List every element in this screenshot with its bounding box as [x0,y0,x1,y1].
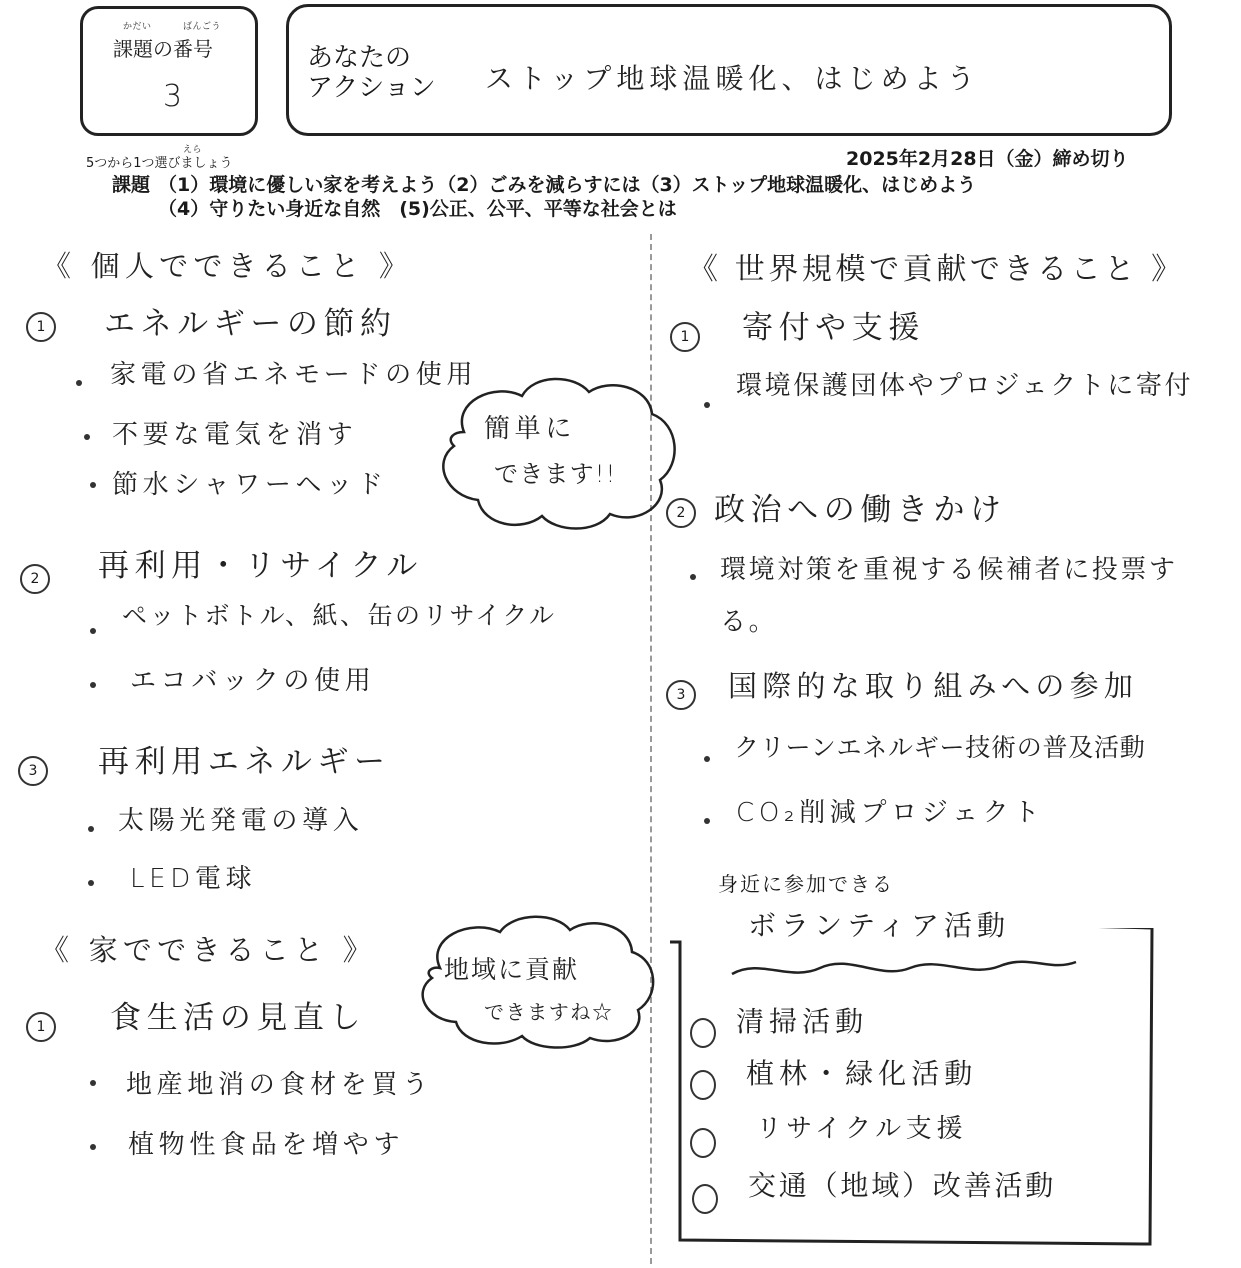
circle-bullet-icon [690,1018,716,1048]
volunteer-item: 清掃活動 [736,1005,869,1038]
list-item: 環境対策を重視する候補者に投票する。 [720,555,1178,637]
group-number: 1 [26,312,56,342]
cloud-community-line2: できますね☆ [484,1000,614,1024]
list-item: 節水シャワーヘッド [112,470,388,500]
volunteer-box [640,928,1160,1258]
group-title-donation: 寄付や支援 [742,310,925,346]
group-title-renewable: 再利用エネルギー [98,744,391,780]
group-number: 3 [18,756,48,786]
group-title-diet: 食生活の見直し [110,1000,367,1036]
section-title-home: 《 家でできること 》 [40,933,377,967]
action-box [286,4,1172,136]
group-title-energy: エネルギーの節約 [104,306,397,342]
bullet-dot [90,1080,96,1086]
circle-bullet-icon [690,1128,716,1158]
list-item: CO₂削減プロジェクト [736,798,1045,828]
bullet-dot [704,402,710,408]
section-title-global: 《 世界規模で貢献できること 》 [688,252,1185,287]
bullet-dot [88,826,94,832]
list-item: ペットボトル、紙、缶のリサイクル [122,601,557,630]
group-title-politics: 政治への働きかけ [714,492,1007,528]
list-item: 家電の省エネモードの使用 [110,360,478,390]
bullet-dot [84,434,90,440]
list-item: 太陽光発電の導入 [118,806,364,836]
action-label-line2: アクション [307,73,436,103]
list-item: クリーンエネルギー技術の普及活動 [734,733,1146,762]
cloud-easy-line1: 簡単に [484,414,577,444]
choose-note: 5つから1つ選びましょう [86,156,233,171]
volunteer-item: 植林・緑化活動 [746,1057,978,1090]
volunteer-title-small: 身近に参加できる [718,872,894,896]
bullet-dot [704,818,710,824]
action-label [307,43,436,103]
action-value: ストップ地球温暖化、はじめよう [485,62,980,95]
task-number-value: 3 [163,79,188,114]
list-item: 環境保護団体やプロジェクトに寄付 [736,371,1194,401]
list-item: エコバックの使用 [130,666,376,696]
circle-bullet-icon [692,1184,718,1214]
bullet-dot [690,574,696,580]
group-number: 2 [666,498,696,528]
task-number-box [80,6,258,136]
topics-line1: （1）環境に優しい家を考えよう（2）ごみを減らすには（3）ストップ地球温暖化、はじめよう [158,174,977,196]
group-number: 1 [26,1012,56,1042]
cloud-shape [424,372,686,532]
bullet-dot [704,756,710,762]
bullet-dot [88,880,94,886]
bullet-dot [90,1144,96,1150]
task-number-ruby-right: ばんごう [183,22,222,32]
cloud-community-line1: 地域に貢献 [444,955,580,984]
section-title-individual: 《 個人でできること 》 [42,249,414,283]
choose-ruby: えら [183,145,203,155]
volunteer-item: 交通（地域）改善活動 [748,1169,1057,1202]
bullet-dot [90,482,96,488]
group-title-international: 国際的な取り組みへの参加 [728,669,1139,703]
group-number: 1 [670,322,700,352]
list-item: LED電球 [130,864,257,894]
bullet-dot [90,682,96,688]
task-number-label: 課題の番号 [113,37,213,61]
deadline: 2025年2月28日（金）締め切り [846,148,1129,170]
list-item: 不要な電気を消す [112,420,358,450]
task-number-ruby-left: かだい [123,22,152,32]
topics-prefix: 課題 [112,174,151,196]
volunteer-title: ボランティア活動 [748,909,1011,942]
circle-bullet-icon [690,1070,716,1100]
group-number: 3 [666,680,696,710]
topics-line2: （4）守りたい身近な自然 (5)公正、公平、平等な社会とは [158,198,677,220]
list-item: 植物性食品を増やす [128,1130,405,1160]
list-item: 地産地消の食材を買う [126,1070,433,1100]
bullet-dot [90,628,96,634]
group-title-recycle: 再利用・リサイクル [98,548,423,584]
group-number: 2 [20,564,50,594]
volunteer-item: リサイクル支援 [756,1114,968,1144]
action-label-line1: あなたの [307,43,412,73]
bullet-dot [76,380,82,386]
cloud-easy-line2: できます!! [494,460,617,488]
